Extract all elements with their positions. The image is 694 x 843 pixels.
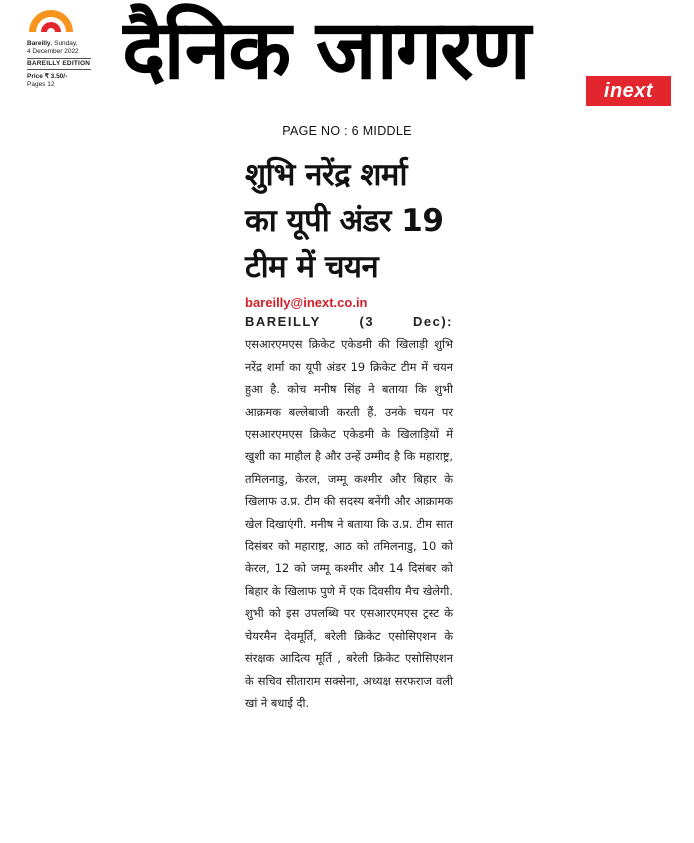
edition-city: Bareilly <box>27 40 51 47</box>
article-dateline: BAREILLY (3 Dec): <box>245 314 453 329</box>
page-number-label: PAGE NO : 6 MIDDLE <box>282 124 412 138</box>
headline-line: टीम में चयन <box>245 249 379 285</box>
headline-line: शुभि नरेंद्र शर्मा <box>245 157 407 193</box>
newspaper-masthead: दैनिक जागरण <box>122 3 529 98</box>
edition-price: Price ₹ 3.50/- <box>27 73 68 80</box>
edition-name: BAREILLY EDITION <box>27 58 91 70</box>
news-article <box>245 152 453 714</box>
article-body <box>245 311 453 714</box>
sun-logo-icon <box>27 6 75 32</box>
edition-date: 4 December 2022 <box>27 48 79 55</box>
edition-pages: Pages 12 <box>27 81 55 88</box>
edition-day: , Sunday, <box>50 40 78 47</box>
article-email-link[interactable]: bareilly@inext.co.in <box>245 295 368 310</box>
article-body-text: एसआरएमएस क्रिकेट एकेडमी की खिलाड़ी शुभि नरेंद्र शर्मा का यूपी अंडर 19 क्रिकेट टीम में चयन हुआ है. कोच मनीष सिंह ने बताया कि शुभी आक्रमक बल्लेबाजी करती हैं. उनके चयन पर एसआरएमएस क्रिकेट एकेडमी के खिलाड़ियों में खुशी का माहौल है और उन्हें उम्मीद है कि महाराष्ट्र, तमिलनाडु, केरल, जम्मू कश्मीर और बिहार के खिलाफ उ.प्र. टीम की सदस्य बनेंगी और आक्रामक खेल दिखाएंगी. मनीष ने बताया कि उ.प्र. टीम सात दिसंबर को महाराष्ट्र, आठ को तमिलनाडु, 10 को केरल, 12 को जम्मू कश्मीर और 14 दिसंबर को बिहार के खिलाफ पुणे में एक दिवसीय मैच खेलेगी. शुभी को इस उपलब्धि पर एसआरएमएस ट्रस्ट के चेयरमैन देवमूर्ति, बरेली क्रिकेट एसोसिएशन के संरक्षक आदित्य मूर्ति , बरेली क्रिकेट एसोसिएशन के सचिव सीताराम सक्सेना, अध्यक्ष सरफराज वली खां ने बधाई दी. <box>245 337 453 710</box>
article-headline <box>245 152 453 290</box>
edition-info <box>27 40 91 89</box>
headline-line: का यूपी अंडर 19 <box>245 203 444 239</box>
inext-brand-badge: inext <box>586 76 671 106</box>
